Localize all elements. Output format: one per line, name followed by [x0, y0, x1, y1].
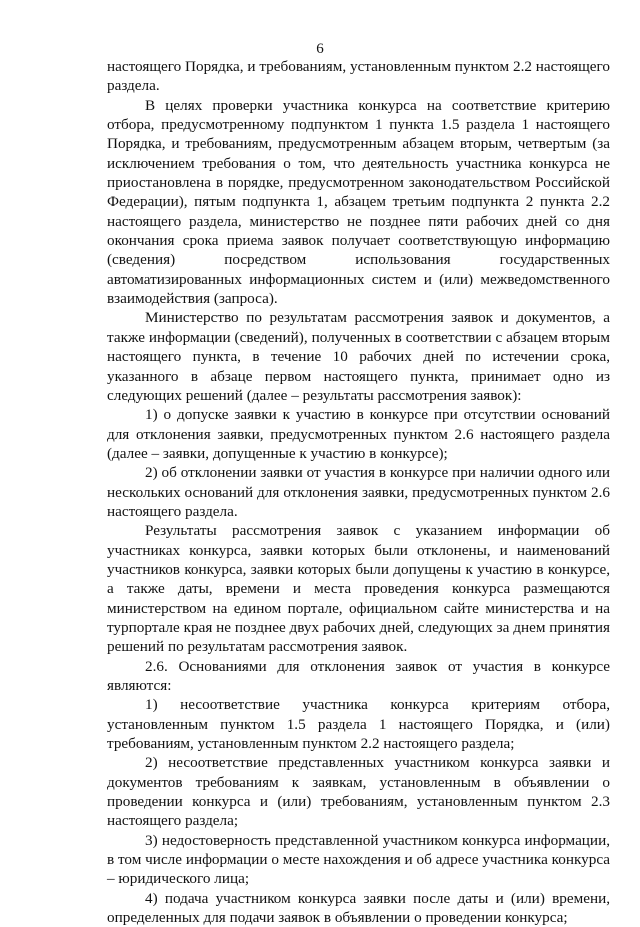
paragraph-results-publication: Результаты рассмотрения заявок с указанием информации об участниках конкурса, заявки которых были отклонены, и наименований участников конкурса, заявки которых были допущены к участию в конкурсе, а также даты, времени и места проведения конкурса размещаются министерством на едином портале, официальном сайте министерства и на турпортале края не позднее двух рабочих дней, следующих за днем принятия решений по результатам рассмотрения заявок. [107, 522, 610, 656]
list-item-unreliable-info: 3) недостоверность представленной участником конкурса информации, в том числе информации о месте нахождения и об адресе участника конкурса – юридического лица; [107, 831, 610, 888]
list-item-criteria-mismatch: 1) несоответствие участника конкурса критериям отбора, установленным пунктом 1.5 раздела 1 настоящего Порядка, и (или) требованиям, установленным пунктом 2.2 настоящего раздела; [107, 696, 610, 753]
paragraph-continuation: настоящего Порядка, и требованиям, установленным пунктом 2.2 настоящего раздела. [107, 58, 610, 95]
paragraph-verification: В целях проверки участника конкурса на соответствие критерию отбора, предусмотренному подпунктом 1 пункта 1.5 раздела 1 настоящего Порядка, и требованиям, предусмотренным абзацем вторым, четвертым (за исключением требования о том, что деятельность участника конкурса не приостановлена в порядке, предусмотренном законодательством Российской Федерации), пятым подпункта 1, абзацем третьим подпункта 2 пункта 2.2 настоящего раздела, министерство не позднее пяти рабочих дней со дня окончания срока приема заявок получает соответствующую информацию (сведения) посредством использования государственных автоматизированных информационных систем и (или) межведомственного взаимодействия (запроса). [107, 96, 610, 308]
paragraph-ministry-decision: Министерство по результатам рассмотрения заявок и документов, а также информации (сведений), полученных в соответствии с абзацем вторым настоящего пункта, в течение 10 рабочих дней по истечении срока, указанного в абзаце первом настоящего пункта, принимает одно из следующих решений (далее – результаты рассмотрения заявок): [107, 309, 610, 404]
document-body [107, 57, 610, 927]
list-item-rejection: 2) об отклонении заявки от участия в конкурсе при наличии одного или нескольких оснований для отклонения заявки, предусмотренных пунктом 2.6 настоящего раздела. [107, 464, 610, 520]
list-item-late-submission: 4) подача участником конкурса заявки после даты и (или) времени, определенных для подачи заявок в объявлении о проведении конкурса; [107, 889, 610, 927]
list-item-admission: 1) о допуске заявки к участию в конкурсе при отсутствии оснований для отклонения заявки, предусмотренных пунктом 2.6 настоящего раздела (далее – заявки, допущенные к участию в конкурсе); [107, 406, 610, 462]
page-number: 6 [316, 41, 324, 57]
section-2-6-heading: 2.6. Основаниями для отклонения заявок от участия в конкурсе являются: [107, 657, 610, 694]
list-item-documents-mismatch: 2) несоответствие представленных участником конкурса заявки и документов требованиям к заявкам, установленным в объявлении о проведении конкурса и (или) требованиям, установленным пунктом 2.3 настоящего раздела; [107, 754, 610, 830]
